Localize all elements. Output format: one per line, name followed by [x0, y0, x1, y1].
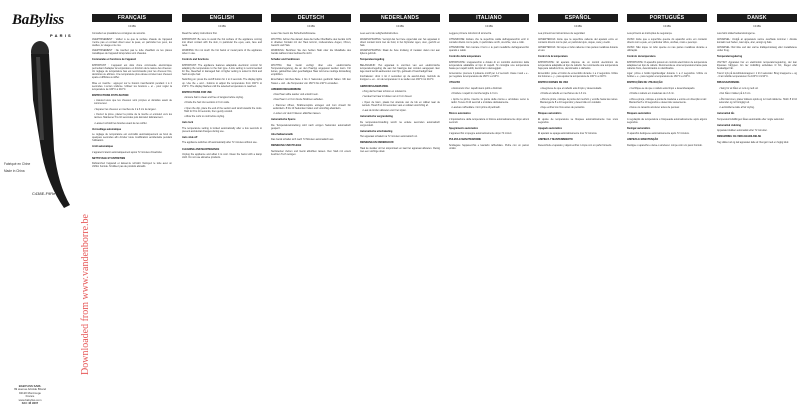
logo-paris: PARIS [50, 33, 73, 38]
section-heading: INSTRUÇÕES DE UTILIZAÇÃO [627, 81, 663, 85]
paragraph: • Divida o cabelo em madeixas de 2-3 cm. [629, 92, 675, 96]
paragraph: Das Gerät schaltet sich nach 72 Minuten automatisch aus. [271, 138, 335, 142]
paragraph: ADVARSEL: Rør ikke ved den varme krøllejernsstang eller metaldelene under brug. [717, 46, 797, 53]
paragraph: Leia primeiro as instruções de segurança. [627, 32, 673, 36]
section-heading: REINIGING EN ONDERHOUD [360, 141, 394, 145]
babyliss-logo: BaByliss [12, 12, 64, 28]
paragraph: AVERTISSEMENT : Ne touchez pas le tube chauffant ou les pièces métalliques de l'appareil lorsqu'elles sont chaudes. [92, 49, 172, 56]
section-heading: Bloqueo automático [538, 112, 562, 116]
reference: FAC 46 9007 [21, 401, 39, 406]
paragraph: Mise en marche : appuyez sur le bouton marche/arrêt pendant 1 à 2 secondes. L'écran s'allume. Utilisez les boutons + et - pour régler la température de 160°C à 210°C. [92, 81, 172, 91]
section-heading: Auto lock [182, 121, 194, 125]
paragraph: De temperatuurinstelling wordt na enkele seconden automatisch vergrendeld. [360, 120, 440, 127]
section-heading: Desligar automático [627, 126, 651, 130]
paragraph: • Laat de krullen afkoelen voor het stylen. [362, 109, 407, 113]
language-column [449, 14, 529, 152]
section-heading: Commandes et fonctions de l'appareil [92, 58, 136, 62]
language-column [271, 14, 351, 158]
section-heading: LIMPEZA E MANUTENÇÃO [627, 138, 659, 142]
paragraph: IMPORTANTE: O aparelho possui um controlo electrónico de temperatura adaptável ao tipo de cabelo. Recomenda-se uma temperatura baixa para cabelos finos, descolorados ou danificados. [627, 60, 707, 70]
section-heading: Temperaturregulering [717, 55, 743, 59]
section-heading: Verrouillage automatique [92, 127, 122, 131]
language-column [627, 14, 707, 149]
paragraph: • Divide the hair into sections 2-3 cm wide. [184, 101, 230, 105]
paragraph: • Divida el cabello en mechones de 2-3 cm. [540, 92, 587, 96]
section-heading: INSTRUCTIONS D'UTILISATION [92, 93, 129, 97]
paragraph: Lea primero las instrucciones de seguridad. [538, 32, 586, 36]
model-code: C438E [485, 25, 493, 28]
section-heading: Spegnimento automatico [449, 126, 479, 130]
paragraph: WARNING: Do not touch the hot barrel or metal parts of the appliance when in use. [182, 49, 262, 56]
paragraph: IMPORTANTE: L'apparecchio è dotato di un controllo elettronico della temperatura adattabile al tipo di capelli. Si consiglia una temperatura bassa per capelli sottili, decolorati o danneggiati. [449, 60, 529, 70]
instructions-body [182, 32, 262, 159]
paragraph: • Open de klem, plaats het uiteinde van de lok en wikkel naar de wortels. Houd 8 tot 10 seconden vast en wikkel voorzichtig af. [362, 100, 440, 107]
instructions-body [538, 32, 618, 147]
paragraph: Het apparaat schakelt na 72 minuten automatisch uit. [360, 135, 418, 139]
paragraph: Encendido: pulse el botón de encendido durante 1 a 2 segundos. Utilice los botones + y - para ajustar la temperatura de 160°C a 210°C. [538, 72, 618, 79]
paragraph: Desligue o aparelho e deixe-o arrefecer. Limpe com um pano húmido. [627, 143, 703, 147]
paragraph: • Open the clip, place the end of the section and wind towards the roots. Hold for 8 to 10 seconds, then gently unwind. [184, 106, 262, 113]
paragraph: WARNUNG: Berühren Sie den heißen Stab oder die Metallteile des Geräts während des Gebrauchs nicht. [271, 49, 351, 56]
language-column [92, 14, 172, 171]
paragraph: • Abra la pinza, coloque la punta del mechón y enrolle hacia las raíces. Mantenga de 8 a 10 segundos y desenrolle con cuidado. [540, 97, 618, 104]
paragraph: • Lasciare raffreddare i ricci prima di pettinarli. [451, 106, 501, 110]
paragraph: Inschakelen: druk 1 tot 2 seconden op de aan/uit-knop. Gebruik de knoppen + en - om de temperatuur in te stellen van 160°C tot 210°C. [360, 75, 440, 82]
language-header: PORTUGUÊS [627, 14, 707, 22]
paragraph: Unplug the appliance and allow it to cool. Clean the barrel with a damp cloth. Do not use abrasive products. [182, 152, 262, 159]
section-heading: REINIGUNG UND PFLEGE [271, 144, 302, 148]
paragraph: IMPORTANT: Be sure to avoid the hot surface of the appliance coming into direct contact with the skin, in particular the eyes, ears, face and neck. [182, 37, 262, 47]
model-code: C438E [396, 25, 404, 28]
section-heading: Abschaltautomatik [271, 132, 293, 136]
paragraph: L'apparecchio si spegne automaticamente dopo 72 minuti. [449, 132, 512, 136]
paragraph: Ligar: prima o botão ligar/desligar durante 1 a 2 segundos. Utilize os botões + e - para regular a temperatura de 160°C a 210°C. [627, 72, 707, 79]
company-name: BABYLISS SARL [18, 384, 42, 388]
paragraph: • Aprire la pinza, inserire la punta della ciocca e arrotolare verso le radici. Tenere 8-10 secondi e srotolare delicatamente. [451, 97, 529, 104]
paragraph: Temperaturindstillingen låses automatisk efter nogle sekunder. [717, 117, 785, 121]
paragraph: WICHTIG: Das Gerät verfügt über eine elektronische Temperaturregelung, die an den Haartyp angepasst werden kann. Für feines, gebleichtes oder geschädigtes Haar wird eine niedrige Einstellung empfohlen. [271, 63, 351, 77]
paragraph: The temperature setting is locked automatically after a few seconds to prevent accidental changes during use. [182, 126, 262, 133]
made-in-fr: Fabriqué en Chine [4, 162, 31, 166]
paragraph: • Asegúrese de que el cabello esté limpio y desenredado. [540, 86, 602, 90]
paragraph: Consultez au préalable les consignes de sécurité. [92, 32, 146, 36]
model-code: C438E [753, 25, 761, 28]
paragraph: Leggere prima le istruzioni di sicurezza. [449, 32, 492, 36]
paragraph: Desenchufe el aparato y déjelo enfriar. Limpie con un paño húmedo. [538, 143, 612, 147]
paragraph: Débranchez l'appareil et laissez-le refroidir. Nettoyez le tube avec un chiffon humide. N'utilisez pas de produits abrasifs. [92, 162, 172, 169]
section-heading: Automatische vergrendeling [360, 115, 393, 119]
paragraph: Læs først sikkerhedsanvisningerne. [717, 32, 756, 36]
paragraph: Read the safety instructions first. [182, 32, 218, 36]
paragraph: • Dividere i capelli in ciocche larghe 2-3 cm. [451, 92, 499, 96]
paragraph: • Lad krøllerne køle af før styling. [719, 106, 755, 110]
paragraph: • Sørg for at håret er rent og redt ud. [719, 86, 759, 90]
paragraph: • Ouvrez la pince, placez la pointe de la mèche et enroulez vers les racines. Maintenez 8 à 10 secondes puis déroulez délicatement. [94, 113, 172, 120]
paragraph: • Deixe os caracóis arrefecer antes de pentear. [629, 106, 680, 110]
street: 99 avenue Aristide Briand [14, 387, 46, 392]
language-header: ITALIANO [449, 14, 529, 22]
paragraph: Scollegare l'apparecchio e lasciarlo raffreddare. Pulire con un panno umido. [449, 143, 529, 150]
paragraph: L'impostazione della temperatura si blocca automaticamente dopo alcuni secondi. [449, 117, 529, 124]
section-heading: Controlo da temperatura [627, 55, 656, 59]
paragraph: L'appareil s'éteint automatiquement après 72 minutes d'inactivité. [92, 150, 163, 154]
city: 92120 Montrouge [19, 390, 41, 395]
paragraph: WAARSCHUWING: Vermijd dat het hete oppervlak van het apparaat in direct contact komt met de huid, in het bijzonder ogen, oren, gezicht en hals. [360, 37, 440, 47]
section-heading: INSTRUCCIONES DE USO [538, 81, 569, 85]
paragraph: • Deje enfriar los rizos antes de peinarlos. [540, 106, 586, 110]
instructions-body [92, 32, 172, 168]
paragraph: A regulação da temperatura é bloqueada automaticamente após alguns segundos. [627, 117, 707, 124]
instructions-body [360, 32, 440, 153]
paragraph: • Laissez refroidir les boucles avant de les coiffer. [94, 121, 148, 125]
paragraph: ADVERTENCIA: No toque el tubo caliente ni las partes metálicas durante el uso. [538, 46, 618, 53]
instructions-body [449, 32, 529, 150]
paragraph: • Zorg dat het haar schoon en ontward is. [362, 89, 407, 93]
model-code: C438E [307, 25, 315, 28]
language-header: DEUTSCH [271, 14, 351, 22]
section-heading: Auto shut-off [182, 136, 198, 140]
paragraph: • Abra a pinça, coloque a ponta da madeixa e enrole em direcção à raiz. Mantenha 8 a 10 segundos e desenrole suavemente. [629, 97, 707, 104]
country: France [25, 394, 35, 399]
paragraph: • Assurez-vous que les cheveux sont propres et démêlés avant de commencer. [94, 99, 172, 106]
cover-panel [0, 0, 88, 407]
paragraph: AVISO: Evite que a superfície quente do aparelho entre em contacto directo com a pele, em particular olhos, orelhas, rosto e pescoço. [627, 37, 707, 44]
section-heading: Arrêt automatique [92, 145, 113, 149]
language-header: FRANÇAIS [92, 14, 172, 22]
section-heading: Automatisk slukning [717, 123, 741, 127]
section-heading: INSTRUCTIONS FOR USE [182, 90, 212, 94]
download-watermark: Downloaded from www.vandenborre.be [80, 214, 91, 375]
paragraph: El aparato se apaga automáticamente tras 72 minutos. [538, 132, 598, 136]
paragraph: ADVERTENCIA: Evite que la superficie caliente del aparato entre en contacto directo con la piel, en particular ojos, orejas, cara y cuello. [538, 37, 618, 44]
paragraph: WICHTIG: Achten Sie darauf, dass die heiße Oberfläche des Geräts nicht in direkten Kontakt mit der Haut kommt, insbesondere Augen, Ohren, Gesicht und Hals. [271, 37, 351, 47]
paragraph: IMPORTANT : L'appareil est doté d'une commande électronique permettant d'adapter la température en fonction de la nature des cheveux. Un réglage de température bas est recommandé pour les cheveux fins, décolorés ou abîmés. Une température plus élevée convient aux cheveux épais et difficiles à coiffer. [92, 63, 173, 80]
language-header: ENGLISH [182, 14, 262, 22]
paragraph: Le réglage de température est verrouillé automatiquement au bout de quelques secondes afin d'éviter toute modification accidentelle pendant l'utilisation. [92, 133, 172, 143]
section-heading: PULIZIA E MANUTENZIONE [449, 138, 482, 142]
paragraph: Einschalten: Ein/Aus-Taste 1 bis 2 Sekunden gedrückt halten. Mit den Tasten + und - die Temperatur von 160°C bis 210°C einstellen. [271, 78, 351, 85]
paragraph: ATTENZIONE: Evitare che la superficie calda dell'apparecchio entri in contatto diretto con la pelle, in particolare occhi, orecchie, viso e collo. [449, 37, 529, 44]
section-heading: UTILIZZO [449, 81, 460, 85]
section-heading: Control de la temperatura [538, 55, 568, 59]
paragraph: Apparatet slukker automatisk efter 72 minutter. [717, 129, 768, 133]
paragraph: AVISO: Não toque no tubo quente ou nas partes metálicas durante a utilização. [627, 46, 707, 53]
section-heading: Automatische uitschakeling [360, 129, 393, 133]
paragraph: • Åbn klemmen, placer lokkens spids og rul mod rødderne. Hold i 8 til 10 sekunder og rul forsigtigt ud. [719, 97, 797, 104]
section-heading: Automatische Sperre [271, 118, 296, 122]
section-heading: Schalter und Funktionen [271, 58, 300, 62]
section-heading: Blocco automatico [449, 112, 471, 116]
section-heading: Temperatuurregeling [360, 58, 385, 62]
language-column [182, 14, 262, 161]
paragraph: Die Temperatureinstellung wird nach einigen Sekunden automatisch gesperrt. [271, 123, 351, 130]
paragraph: • Locken vor dem Frisieren abkühlen lassen. [273, 112, 322, 116]
paragraph: WAARSCHUWING: Raak de hete krultang of metalen delen niet aan tijdens gebruik. [360, 49, 440, 56]
language-column [717, 14, 797, 146]
paragraph: Accensione: premere il pulsante on/off per 1-2 secondi. Usare i tasti + e - per regolare la temperatura da 160°C a 210°C. [449, 72, 529, 79]
paragraph: O aparelho desliga-se automaticamente após 72 minutos. [627, 132, 690, 136]
paragraph: • Assicurarsi che i capelli siano puliti e districati. [451, 86, 503, 90]
paragraph: • Verdeel het haar in lokken van 2-3 cm breed. [362, 95, 413, 99]
section-heading: Apagado automático [538, 126, 563, 130]
paragraph: IMPORTANTE: El aparato dispone de un control electrónico de temperatura adaptable al tipo de cabello. Se recomienda una temperatura baja para cabellos finos, decolorados o dañados. [538, 60, 618, 70]
section-heading: Automatisk lås [717, 112, 735, 116]
model-code: C438E [574, 25, 582, 28]
language-column [538, 14, 618, 149]
paragraph: • Klammer öffnen, Strähnenspitze einlegen und zum Ansatz hin aufwickeln. 8 bis 10 Sekunden halten und vorsichtig abwickeln. [273, 103, 351, 110]
instructions-body [717, 32, 797, 143]
paragraph: • Das Haar sollte sauber und entwirrt sein. [273, 93, 319, 96]
paragraph: Tænd: tryk på tænd/sluk-knappen i 1 til 2 sekunder. Brug knapperne + og - til at indstille temperaturen fra 160°C til 210°C. [717, 72, 797, 79]
section-heading: ANWENDUNGSHINWEISE [271, 87, 302, 91]
paragraph: AVERTISSEMENT : Veillez à ce que la surface chaude de l'appareil n'entre pas en contact direct avec la peau, en particulier les yeux, les oreilles, le visage et le cou. [92, 37, 172, 47]
model-code: C438E [128, 25, 136, 28]
section-heading: LIMPIEZA Y MANTENIMIENTO [538, 138, 573, 142]
section-heading: BRUGSANVISNING [717, 81, 740, 85]
paragraph: • Allow the curls to cool before styling. [184, 115, 225, 119]
paragraph: ADVARSEL: Undgå at apparatets varme overflade kommer i direkte kontakt med huden, især øjne, ører, ansigt og hals. [717, 37, 797, 44]
model-number: C438E-F9Re [32, 191, 56, 196]
instructions-body [271, 32, 351, 156]
paragraph: • Das Haar in 2-3 cm breite Strähnen aufteilen. [273, 98, 324, 102]
model-code: C438E [218, 25, 226, 28]
paragraph: Netzstecker ziehen und Gerät abkühlen lassen. Den Stab mit einem feuchten Tuch reinigen. [271, 149, 351, 156]
instructions-body [627, 32, 707, 147]
language-header: ESPAÑOL [538, 14, 618, 22]
paragraph: Lees eerst de veiligheidsinstructies. [360, 32, 399, 36]
paragraph: Lesen Sie zuerst die Sicherheitshinweise. [271, 32, 316, 36]
paragraph: Tag stikket ud og lad apparatet køle af. Rengør med en fugtig klud. [717, 140, 789, 144]
paragraph: ATTENZIONE: Non toccare il ferro o le parti metalliche dell'apparecchio quando è caldo. [449, 46, 529, 53]
paragraph: • Ensure hair is clean and free of tangles before styling. [184, 96, 244, 100]
paragraph: VIGTIGT: Apparatet har en elektronisk temperaturregulering, der kan tilpasses hårtypen. En lav indstilling anbefales til fint, bleget eller beskadiget hår. [717, 60, 797, 70]
section-heading: GEBRUIKSAANWIJZING [360, 84, 389, 88]
paragraph: • Séparez les cheveux en mèches de 2 à 3 cm de largeur. [94, 107, 157, 111]
address-block [0, 385, 60, 405]
paragraph: The appliance switches off automatically after 72 minutes without use. [182, 141, 258, 145]
section-heading: Controls and functions [182, 58, 209, 62]
made-in-en: Made in China [4, 169, 25, 173]
curling-iron-image [0, 0, 88, 220]
paragraph: BELANGRIJK: Het apparaat is voorzien van een elektronische temperatuurregeling die aan het haartype kan worden aangepast. Een lage stand wordt aanbevolen voor fijn, gebleekt of beschadigd haar. [360, 63, 440, 73]
paragraph: IMPORTANT: The appliance features adaptable electronic control for adapting the temperature to the hair type. A low setting is recommended for fine, bleached or damaged hair. A higher setting is suited to thick and hard-to-style hair. [182, 63, 262, 77]
paragraph: • Del håret i lokker på 2-3 cm. [719, 92, 752, 96]
language-header: NEDERLANDS [360, 14, 440, 22]
section-heading: CLEANING AND MAINTENANCE [182, 147, 220, 151]
section-heading: RENGØRING OG VEDLIGEHOLDELSE [717, 135, 762, 139]
paragraph: Haal de stekker uit het stopcontact en laat het apparaat afkoelen. Reinig met een vochtige doek. [360, 146, 440, 153]
paragraph: • Certifique-se de que o cabelo está limpo e desembaraçado. [629, 86, 696, 90]
language-column [360, 14, 440, 155]
paragraph: El ajuste de temperatura se bloquea automáticamente tras unos segundos. [538, 117, 618, 124]
paragraph: Switching on: press the on/off button for 1 to 2 seconds. The display lights up. Use the + and - buttons to adjust the temperature from 160°C to 210°C. The display flashes until the selected temperature is reached. [182, 78, 262, 88]
section-heading: NETTOYAGE ET ENTRETIEN [92, 156, 126, 160]
section-heading: Controllo della temperatura [449, 55, 481, 59]
website: www.babyliss.com [18, 397, 42, 402]
language-header: DANSK [717, 14, 797, 22]
model-code: C438E [663, 25, 671, 28]
section-heading: Bloqueio automático [627, 112, 652, 116]
